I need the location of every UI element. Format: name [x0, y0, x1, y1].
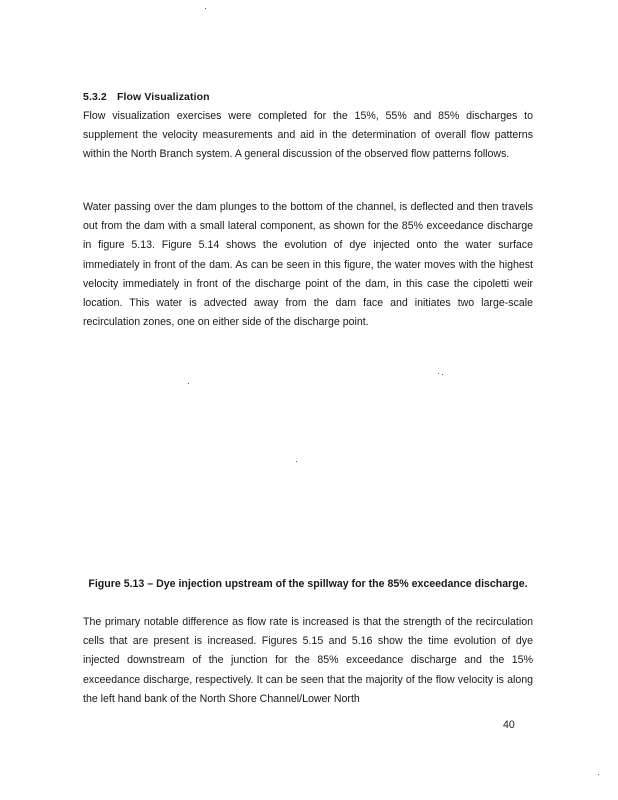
figure-caption: Figure 5.13 – Dye injection upstream of the spillway for the 85% exceedance discharge.: [88, 578, 528, 590]
section-heading: [83, 91, 210, 103]
scan-speck: [442, 374, 443, 375]
paragraph-flow-rate: The primary notable difference as flow rate is increased is that the strength of the recirculation cells that are present is increased. Figures 5.15 and 5.16 show the time evolution of dye injected downstream of the junction for the 85% exceedance discharge and the 15% exceedance discharge, respectively. It can be seen that the majority of the flow velocity is along the left hand bank of the North Shore Channel/Lower North: [83, 616, 533, 705]
page-number: 40: [503, 719, 515, 731]
paragraph-dam-flow: Water passing over the dam plunges to the bottom of the channel, is deflected and then travels out from the dam with a small lateral component, as shown for the 85% exceedance discharge in figure 5.13. Figure 5.14 shows the evolution of dye injected onto the water surface immediately in front of the dam. As can be seen in this figure, the water moves with the highest velocity immediately in front of the discharge point of the dam, in this case the cipoletti weir location. This water is advected away from the dam face and initiates two large-scale recirculation zones, one on either side of the discharge point.: [83, 201, 533, 329]
section-title: Flow Visualization: [117, 91, 210, 103]
scan-speck: [438, 373, 439, 374]
scan-speck: [205, 8, 206, 9]
scan-speck: [296, 461, 297, 462]
scan-speck: [188, 383, 189, 384]
paragraph-intro: Flow visualization exercises were completed for the 15%, 55% and 85% discharges to supplement the velocity measurements and aid in the determination of overall flow patterns within the North Branch system. A general discussion of the observed flow patterns follows.: [83, 110, 533, 161]
section-number: 5.3.2: [83, 91, 107, 103]
figure-area: [83, 370, 533, 565]
scan-speck: [598, 774, 599, 775]
